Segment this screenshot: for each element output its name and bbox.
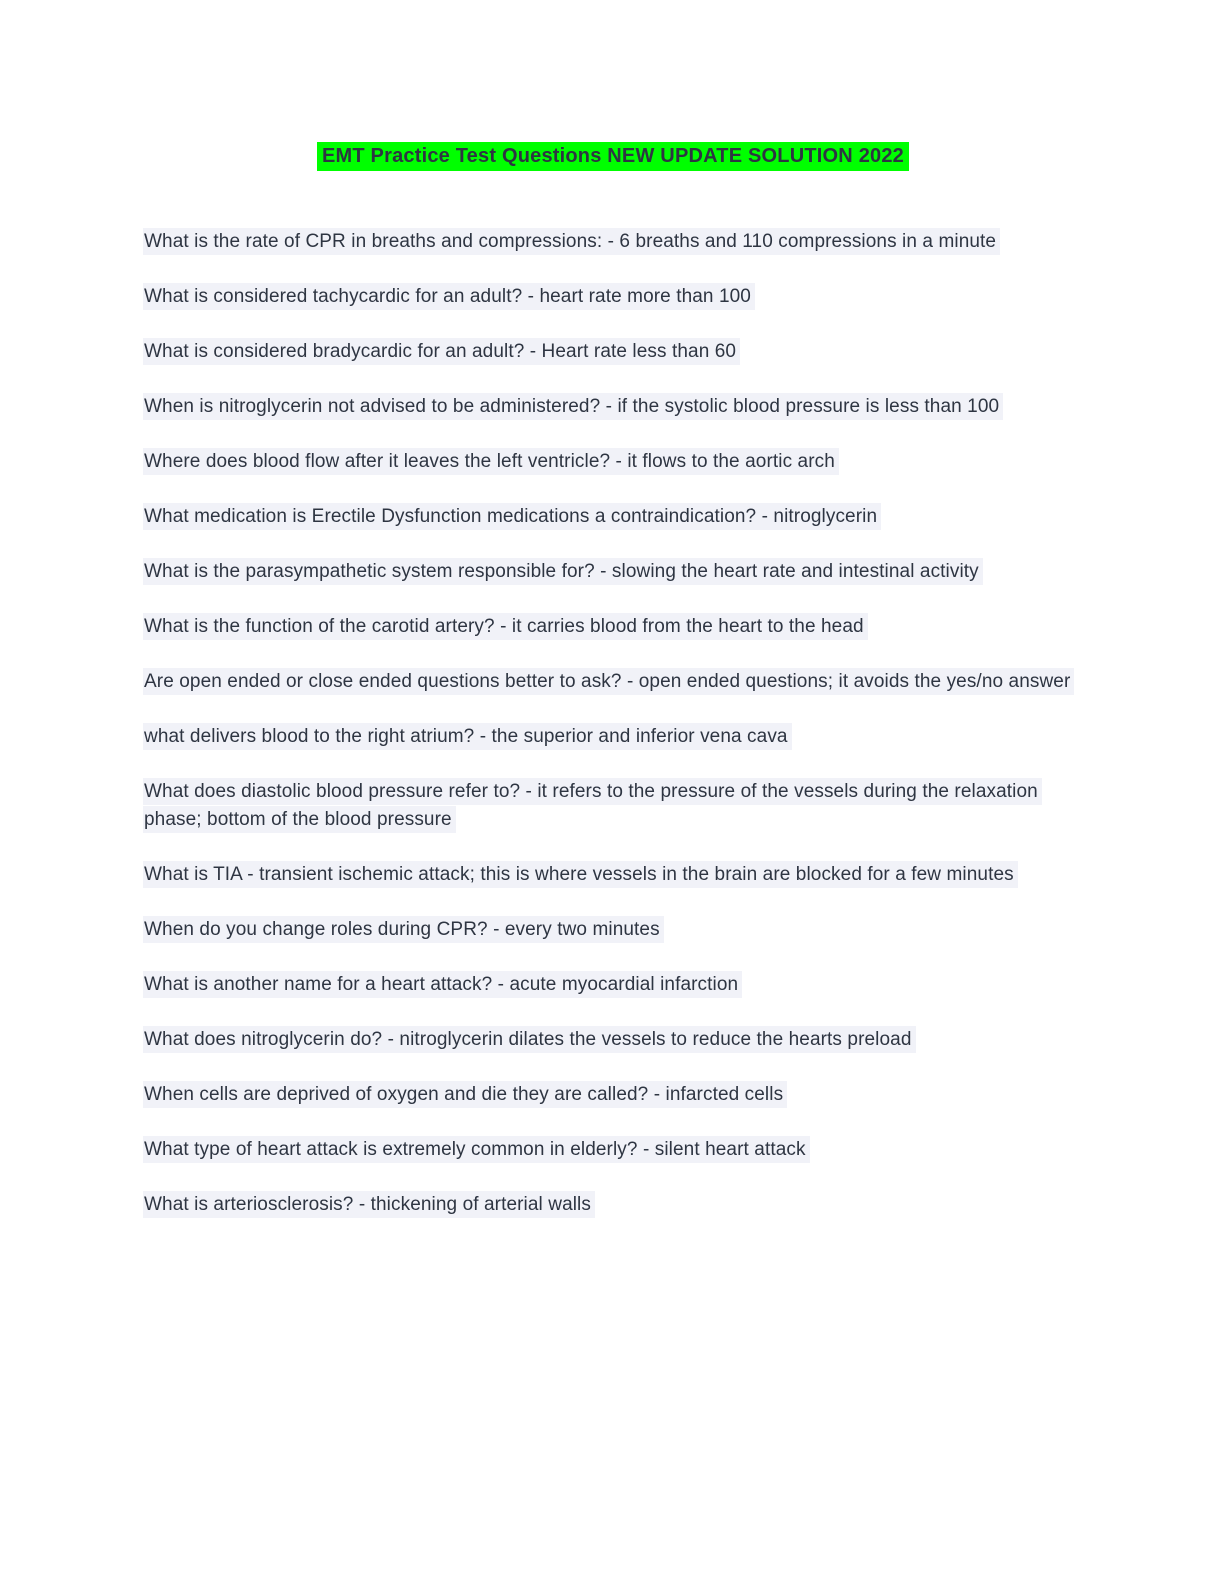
- qa-item: [143, 778, 1083, 834]
- qa-item: [143, 558, 1083, 586]
- qa-text: what delivers blood to the right atrium? - the superior and inferior vena cava: [143, 723, 792, 750]
- qa-text: What is arteriosclerosis? - thickening of arterial walls: [143, 1191, 595, 1218]
- title-highlight: EMT Practice Test Questions NEW UPDATE SOLUTION 2022: [317, 142, 909, 171]
- qa-item: [143, 668, 1083, 696]
- qa-item: [143, 861, 1083, 889]
- qa-text: What is another name for a heart attack? - acute myocardial infarction: [143, 971, 742, 998]
- qa-item: [143, 1026, 1083, 1054]
- qa-item: [143, 283, 1083, 311]
- qa-item: [143, 1136, 1083, 1164]
- qa-item: [143, 723, 1083, 751]
- qa-text: What is the function of the carotid artery? - it carries blood from the heart to the head: [143, 613, 868, 640]
- qa-text: What is the parasympathetic system responsible for? - slowing the heart rate and intestinal activity: [143, 558, 983, 585]
- qa-item: [143, 1081, 1083, 1109]
- qa-item: [143, 916, 1083, 944]
- qa-text: When do you change roles during CPR? - every two minutes: [143, 916, 664, 943]
- qa-item: [143, 228, 1083, 256]
- qa-text: When cells are deprived of oxygen and die they are called? - infarcted cells: [143, 1081, 787, 1108]
- qa-item: [143, 338, 1083, 366]
- qa-text: What does diastolic blood pressure refer to? - it refers to the pressure of the vessels during the relaxation phase; bottom of the blood pressure: [143, 778, 1042, 833]
- qa-text: What is the rate of CPR in breaths and compressions: - 6 breaths and 110 compressions in a minute: [143, 228, 1000, 255]
- qa-text: What does nitroglycerin do? - nitroglycerin dilates the vessels to reduce the hearts preload: [143, 1026, 916, 1053]
- qa-item: [143, 613, 1083, 641]
- page-title: [143, 141, 1083, 171]
- qa-item: [143, 971, 1083, 999]
- qa-text: What medication is Erectile Dysfunction medications a contraindication? - nitroglycerin: [143, 503, 881, 530]
- qa-item: [143, 393, 1083, 421]
- document-content: [143, 141, 1083, 1219]
- qa-text: When is nitroglycerin not advised to be administered? - if the systolic blood pressure is less than 100: [143, 393, 1003, 420]
- qa-item: [143, 503, 1083, 531]
- qa-text: What is considered bradycardic for an adult? - Heart rate less than 60: [143, 338, 740, 365]
- qa-text: Where does blood flow after it leaves the left ventricle? - it flows to the aortic arch: [143, 448, 839, 475]
- qa-item: [143, 448, 1083, 476]
- qa-text: Are open ended or close ended questions better to ask? - open ended questions; it avoids the yes/no answer: [143, 668, 1074, 695]
- qa-text: What is considered tachycardic for an adult? - heart rate more than 100: [143, 283, 755, 310]
- qa-text: What is TIA - transient ischemic attack; this is where vessels in the brain are blocked for a few minutes: [143, 861, 1018, 888]
- qa-text: What type of heart attack is extremely common in elderly? - silent heart attack: [143, 1136, 810, 1163]
- qa-item: [143, 1191, 1083, 1219]
